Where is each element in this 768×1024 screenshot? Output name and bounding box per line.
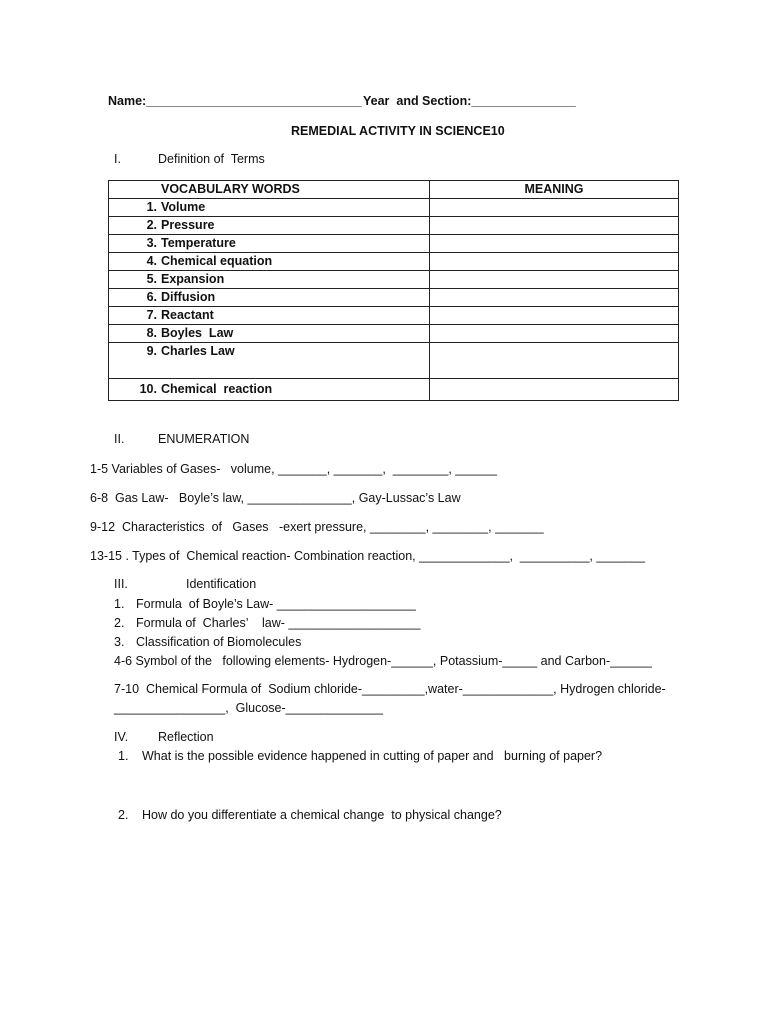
table-row [109,343,679,379]
identification-item [114,635,301,650]
section-1-heading: Definition of Terms [158,152,265,166]
vocabulary-word-cell [109,289,430,307]
vocabulary-word: Reactant [161,308,214,322]
vocabulary-word-cell [109,217,430,235]
identification-item-7-10-continued: ________________, Glucose-______________ [114,701,383,715]
vocabulary-word: Volume [161,200,206,214]
identification-item [114,597,416,612]
meaning-cell [430,253,679,271]
vocabulary-word: Temperature [161,236,236,250]
section-3-heading: Identification [186,577,257,591]
table-row [109,379,679,401]
identification-item [114,616,420,631]
table-row [109,307,679,325]
identification-item-7-10: 7-10 Chemical Formula of Sodium chloride-_________,water-_____________, Hydrogen chloride- [114,682,666,696]
section-4-numeral: IV. [114,730,129,744]
question-number: 2. [118,808,129,822]
item-number: 1. [114,597,125,611]
row-number: 5. [146,272,157,286]
vocabulary-word-cell [109,253,430,271]
vocabulary-word-cell [109,379,430,401]
table-row [109,325,679,343]
row-number: 3. [146,236,157,250]
meaning-cell [430,343,679,379]
vocabulary-word-cell [109,235,430,253]
section-4-heading: Reflection [158,730,214,744]
table-row [109,271,679,289]
question-text: What is the possible evidence happened in cutting of paper and burning of paper? [142,749,603,763]
item-text: Classification of Biomolecules [136,635,302,649]
item-text: Formula of Boyle’s Law- ____________________ [136,597,416,611]
section-1-numeral: I. [114,152,121,166]
table-row [109,217,679,235]
page-title: REMEDIAL ACTIVITY IN SCIENCE10 [291,124,505,138]
item-number: 3. [114,635,125,649]
reflection-question [118,808,502,823]
row-number: 2. [146,218,157,232]
table-row [109,235,679,253]
section-2-numeral: II. [114,432,125,446]
enumeration-item: 6-8 Gas Law- Boyle’s law, _______________, Gay-Lussac’s Law [90,491,461,505]
question-text: How do you differentiate a chemical change to physical change? [142,808,502,822]
vocabulary-word: Chemical equation [161,254,273,268]
reflection-question [118,749,602,764]
vocabulary-word-cell [109,271,430,289]
meaning-cell [430,199,679,217]
vocabulary-word: Diffusion [161,290,216,304]
row-number: 7. [146,308,157,322]
meaning-cell [430,307,679,325]
item-text: Formula of Charles’ law- ___________________ [136,616,421,630]
question-number: 1. [118,749,129,763]
section-2-heading: ENUMERATION [158,432,250,446]
item-number: 2. [114,616,125,630]
table-row [109,199,679,217]
meaning-cell [430,217,679,235]
identification-item-4-6: 4-6 Symbol of the following elements- Hydrogen-______, Potassium-_____ and Carbon-______ [114,654,652,668]
section-3-numeral: III. [114,577,128,591]
table-row [109,253,679,271]
table-row [109,289,679,307]
meaning-cell [430,289,679,307]
vocabulary-word: Chemical reaction [161,382,273,396]
year-section-field-label: Year and Section:_______________ [363,94,576,108]
row-number: 9. [146,344,157,358]
enumeration-item: 13-15 . Types of Chemical reaction- Combination reaction, _____________, __________, _______ [90,549,646,563]
row-number: 10. [139,382,157,396]
name-field-label: Name:_______________________________ [108,94,362,108]
vocabulary-word: Pressure [161,218,215,232]
row-number: 1. [146,200,157,214]
column-header-vocabulary-words: VOCABULARY WORDS [109,181,430,199]
enumeration-item: 1-5 Variables of Gases- volume, _______, _______, ________, ______ [90,462,498,476]
enumeration-item: 9-12 Characteristics of Gases -exert pressure, ________, ________, _______ [90,520,544,534]
meaning-cell [430,235,679,253]
column-header-meaning: MEANING [430,181,679,199]
meaning-cell [430,325,679,343]
vocabulary-table [108,180,679,401]
vocabulary-word: Charles Law [161,344,235,358]
vocabulary-word: Boyles Law [161,326,234,340]
vocabulary-word-cell [109,343,430,379]
row-number: 8. [146,326,157,340]
row-number: 4. [146,254,157,268]
vocabulary-word-cell [109,199,430,217]
vocabulary-word: Expansion [161,272,225,286]
row-number: 6. [146,290,157,304]
vocabulary-word-cell [109,307,430,325]
table-header-row [109,181,679,199]
meaning-cell [430,379,679,401]
vocabulary-word-cell [109,325,430,343]
meaning-cell [430,271,679,289]
